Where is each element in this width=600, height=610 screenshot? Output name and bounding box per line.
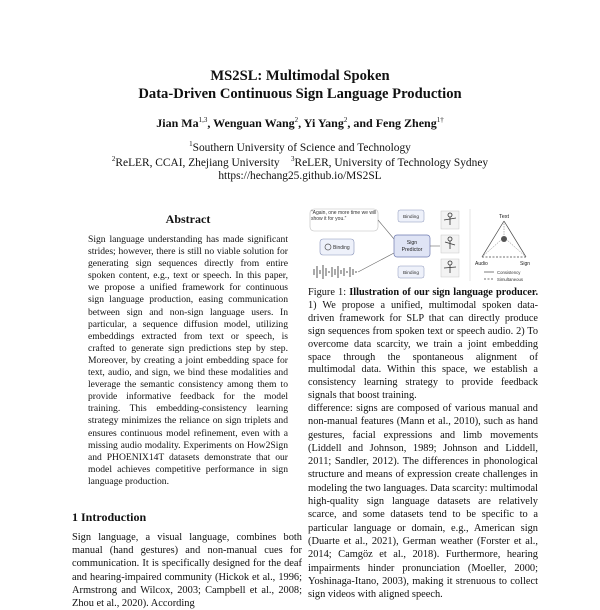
arrow-text-to-predictor	[378, 220, 394, 239]
modality-triangle	[482, 221, 526, 257]
figure-1-diagram	[308, 205, 538, 283]
binding-label-top: Binding	[402, 215, 420, 220]
affiliation-1	[0, 140, 600, 154]
predictor-label-2: Predictor	[401, 247, 423, 253]
abstract-heading: Abstract	[165, 212, 211, 226]
author-name: Yi Yang	[303, 116, 344, 130]
right-column-body: difference: signs are composed of various manual and non-manual features (Mann et al., 2010), such as hand gestures, facial expressions and limb movements (Liddell and Johnson, 1989; Johnson and Liddell, 2011; Sandler, 2012). The differences in phonological structure and means of expression create challenges in modeling the two languages. Data scarcity: multimodal high-quality sign language datasets are relatively scarce, and some datasets tend to be specific to a particular language or domain, e.g., American sign (Duarte et al., 2021), German weather (Forster et al., 2014; Camgöz et al., 2018). Furthermore, hearing impairments hinder pronunciation (Moeller, 2000; Yoshinaga-Itano, 2003), making it strenuous to collect sign videos with aligned speech.	[308, 403, 538, 601]
caption-title: Illustration of our sign language producer.	[349, 287, 539, 298]
intro-heading: 1 Introduction	[72, 510, 147, 524]
audio-waveform-icon	[314, 265, 356, 279]
tri-label-sign: Sign	[520, 261, 531, 267]
sign-predictor-box	[394, 235, 430, 257]
affil-mark: 1	[189, 140, 193, 148]
affiliation-3-text: ReLER, University of Technology Sydney	[294, 156, 489, 169]
tri-label-text: Text	[499, 214, 510, 220]
text-quote: “Again, one more time we will show it for you.”	[311, 210, 377, 222]
author-affil-mark: 2	[294, 116, 299, 124]
author-name: Wenguan Wang	[213, 116, 295, 130]
quote-wrapper	[311, 210, 377, 230]
binding-label-bottom: Binding	[402, 271, 420, 276]
predictor-label-1: Sign	[406, 240, 418, 246]
caption-label: Figure 1:	[308, 287, 347, 298]
sign-pose-frames	[441, 211, 459, 277]
paper-title-line1: MS2SL: Multimodal Spoken	[210, 68, 390, 84]
affiliation-2-text: ReLER, CCAI, Zhejiang University	[115, 156, 280, 169]
caption-text: 1) We propose a unified, multimodal spoken data-driven framework for SLP that can directly produce sign sequences from spoken text or speech audio. 2) To overcome data scarcity, we train a joint embedding space through the spontaneous alignment of multimodal data. Within this space, we establish a consistency learning strategy to provide feedback signals that boost training.	[308, 299, 538, 402]
affiliation-2	[0, 155, 600, 169]
legend-label-1: Consistency	[497, 270, 521, 275]
author-name: Jian Ma	[156, 116, 199, 130]
tri-label-audio: Audio	[475, 261, 488, 267]
affil-mark: 2	[111, 155, 116, 163]
paper-title-line2: Data-Driven Continuous Sign Language Production	[138, 86, 462, 102]
project-url[interactable]: https://hechang25.github.io/MS2SL	[218, 170, 382, 182]
author-name: Feng Zheng	[375, 116, 437, 130]
intro-body: Sign language, a visual language, combines both manual (hand gestures) and non-manual cues for communication. It is specifically designed for the deaf and hearing-impaired community (Hickok et al., 1996; Armstrong and Wilcox, 2003; Campbell et al., 2008; Zhou et al., 2020). According	[72, 532, 302, 610]
legend-label-2: Simultaneous	[497, 277, 524, 282]
figure-caption	[308, 287, 538, 403]
author-list: Jian Ma$^{1,3}$, Wenguan Wang$^2$, Yi Yang$^2$, and Feng Zheng$^{1\dagger}$	[156, 116, 444, 130]
author-affil-mark: 2	[343, 116, 348, 124]
affil-mark: 3	[291, 155, 295, 163]
abstract-body: Sign language understanding has made significant strides; however, there is still no viable solution for generating sign sequences directly from entire spoken content, e.g., text or speech. In this paper, we propose a unified framework for continuous sign language production, easing communication between sign and non-sign language users. In particular, a sequence diffusion model, utilizing embeddings extracted from text or speech, is crafted to generate sign predictions step by step. Moreover, by creating a joint embedding space for text, audio, and sign, we bind these modalities and leverage the semantic consistency among them to provide informative feedback for the model training. This embedding-consistency learning strategy minimizes the reliance on sign triplets and ensures continuous model refinement, even with a missing audio modality. Experiments on How2Sign and PHOENIX14T datasets demonstrate that our model achieves competitive performance in sign language production.	[88, 234, 288, 487]
author-affil-mark: 1,3	[198, 116, 208, 124]
author-affil-mark: 1†	[436, 116, 444, 124]
binding-label-left: Binding	[333, 245, 350, 251]
figure-1	[308, 205, 538, 283]
affiliation-1-text: Southern University of Science and Technology	[192, 141, 411, 154]
arrow-audio-to-predictor	[358, 253, 394, 272]
